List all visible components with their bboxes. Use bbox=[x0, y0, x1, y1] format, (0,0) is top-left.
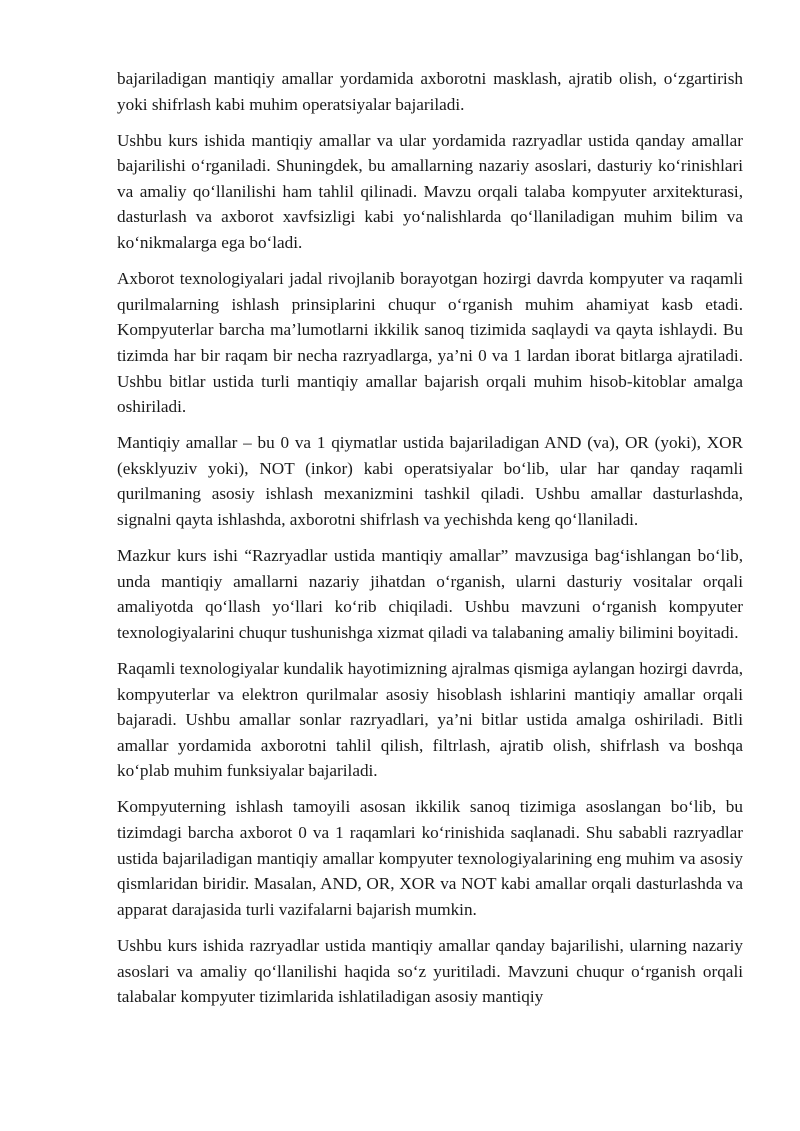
paragraph-1: bajariladigan mantiqiy amallar yordamida axborotni masklash, ajratib olish, o‘zgartirish yoki shifrlash kabi muhim operatsiyalar bajariladi. bbox=[117, 69, 743, 114]
paragraph-3: Axborot texnologiyalari jadal rivojlanib borayotgan hozirgi davrda kompyuter va raqamli qurilmalarning ishlash prinsiplarini chuqur o‘rganish muhim ahamiyat kasb etadi. Kompyuterlar barcha ma’lumotlarni ikkilik sanoq tizimida saqlaydi va qayta ishlaydi. Bu tizimda har bir raqam bir necha razryadlarga, ya’ni 0 va 1 lardan iborat bitlarga ajratiladi. Ushbu bitlar ustida turli mantiqiy amallar bajarish orqali muhim hisob-kitoblar amalga oshiriladi. bbox=[117, 269, 743, 417]
paragraph-5: Mazkur kurs ishi “Razryadlar ustida mantiqiy amallar” mavzusiga bag‘ishlangan bo‘lib, unda mantiqiy amallarni nazariy jihatdan o‘rganish, ularni dasturiy vositalar orqali amaliyotda qo‘llash yo‘llari ko‘rib chiqiladi. Ushbu mavzuni o‘rganish kompyuter texnologiyalarini chuqur tushunishga xizmat qiladi va talabaning amaliy bilimini boyitadi. bbox=[117, 546, 743, 642]
paragraph-6: Raqamli texnologiyalar kundalik hayotimizning ajralmas qismiga aylangan hozirgi davrda, kompyuterlar va elektron qurilmalar asosiy hisoblash ishlarini mantiqiy amallar orqali bajaradi. Ushbu amallar sonlar razryadlari, ya’ni bitlar ustida amalga oshiriladi. Bitli amallar yordamida axborotni tahlil qilish, filtrlash, ajratib olish, shifrlash va boshqa ko‘plab muhim funksiyalar bajariladi. bbox=[117, 658, 743, 781]
paragraph-7: Kompyuterning ishlash tamoyili asosan ikkilik sanoq tizimiga asoslangan bo‘lib, bu tizimdagi barcha axborot 0 va 1 raqamlari ko‘rinishida saqlanadi. Shu sababli razryadlar ustida bajariladigan mantiqiy amallar kompyuter texnologiyalarining eng muhim va asosiy qismlaridan biridir. Masalan, AND, OR, XOR va NOT kabi amallar orqali dasturlashda va apparat darajasida turli vazifalarni bajarish mumkin. bbox=[117, 797, 743, 919]
paragraph-8: Ushbu kurs ishida razryadlar ustida mantiqiy amallar qanday bajarilishi, ularning nazariy asoslari va amaliy qo‘llanilishi haqida so‘z yuritiladi. Mavzuni chuqur o‘rganish orqali talabalar kompyuter tizimlarida ishlatiladigan asosiy mantiqiy bbox=[117, 935, 743, 1007]
document-page bbox=[117, 66, 743, 1020]
paragraph-2: Ushbu kurs ishida mantiqiy amallar va ular yordamida razryadlar ustida qanday amallar bajarilishi o‘rganiladi. Shuningdek, bu amallarning nazariy asoslari, dasturiy ko‘rinishlari va amaliy qo‘llanilishi ham tahlil qilinadi. Mavzu orqali talaba kompyuter arxitekturasi, dasturlash va axborot xavfsizligi kabi yo‘nalishlarda qo‘llaniladigan muhim bilim va ko‘nikmalarga ega bo‘ladi. bbox=[117, 130, 743, 253]
paragraph-4: Mantiqiy amallar – bu 0 va 1 qiymatlar ustida bajariladigan AND (va), OR (yoki), XOR (eksklyuziv yoki), NOT (inkor) kabi operatsiyalar bo‘lib, ular har qanday raqamli qurilmaning asosiy ishlash mexanizmini tashkil qiladi. Ushbu amallar dasturlashda, signalni qayta ishlashda, axborotni shifrlash va yechishda keng qo‘llaniladi. bbox=[117, 433, 743, 529]
